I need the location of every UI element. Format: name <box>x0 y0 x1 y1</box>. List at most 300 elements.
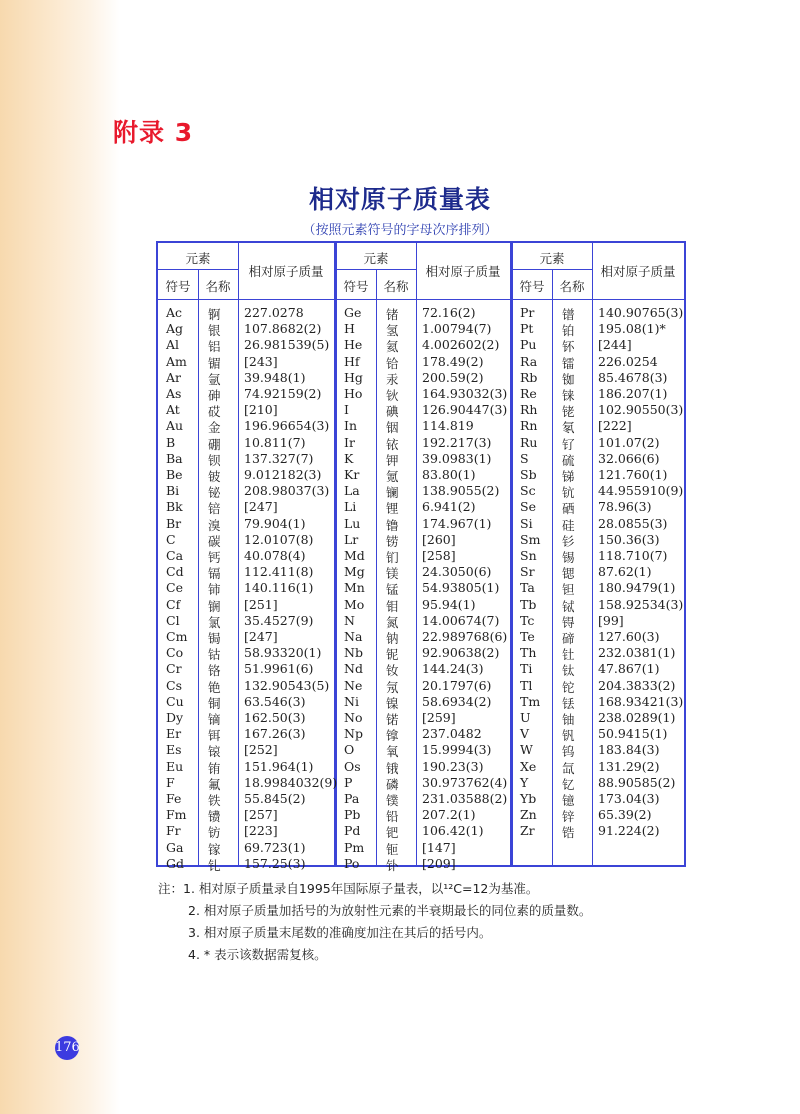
element-name: 铽 <box>562 598 575 614</box>
atomic-mass: 78.96(3) <box>598 499 652 515</box>
element-symbol: Nb <box>344 645 363 661</box>
element-name: 钾 <box>386 452 399 468</box>
header-rule <box>336 269 416 270</box>
atomic-mass: 22.989768(6) <box>422 629 508 644</box>
element-symbol: Pr <box>520 305 535 320</box>
atomic-mass: 95.94(1) <box>422 596 476 612</box>
element-symbol: Sn <box>520 548 537 563</box>
atomic-mass: 126.90447(3) <box>422 402 508 418</box>
element-symbol: P <box>344 774 353 790</box>
element-symbol: Ga <box>166 839 184 855</box>
element-symbol: Ge <box>344 305 362 320</box>
element-symbol: Eu <box>166 758 184 774</box>
table-divider <box>238 243 239 865</box>
atomic-mass: 26.981539(5) <box>244 337 330 353</box>
element-symbol: Er <box>166 726 182 742</box>
element-symbol: Os <box>344 758 361 774</box>
atomic-mass: 200.59(2) <box>422 369 484 385</box>
atomic-mass: 237.0482 <box>422 726 482 742</box>
element-symbol: Pm <box>344 839 365 855</box>
element-symbol: Cs <box>166 677 182 693</box>
element-symbol: Yb <box>520 791 537 806</box>
element-name: 铑 <box>562 404 575 420</box>
atomic-mass: 118.710(7) <box>598 548 668 563</box>
element-name: 铬 <box>208 663 221 679</box>
element-symbol: Cf <box>166 596 181 612</box>
atomic-mass: 204.3833(2) <box>598 677 676 693</box>
element-symbol: Ce <box>166 580 183 596</box>
element-name: 镍 <box>386 695 399 711</box>
header-element: 元素 <box>363 251 389 266</box>
appendix-label: 附录 3 <box>113 118 194 147</box>
element-symbol: Ho <box>344 386 363 401</box>
element-symbol: Na <box>344 629 363 644</box>
element-symbol: Ag <box>166 321 184 337</box>
element-symbol: Ba <box>166 450 183 466</box>
atomic-mass: 162.50(3) <box>244 710 306 725</box>
element-name: 钔 <box>386 550 399 565</box>
atomic-mass: 69.723(1) <box>244 839 306 855</box>
element-name: 砷 <box>208 388 221 403</box>
note-2: 2. 相对原子质量加括号的为放射性元素的半衰期最长的同位素的质量数。 <box>188 903 592 918</box>
element-name: 铥 <box>562 695 575 711</box>
element-symbol: Mn <box>344 580 365 596</box>
element-name: 铈 <box>208 582 221 598</box>
element-name: 铟 <box>386 420 399 436</box>
element-name: 锔 <box>208 631 221 646</box>
element-name: 镄 <box>208 809 221 825</box>
atomic-mass: 54.93805(1) <box>422 580 500 596</box>
element-name: 锂 <box>386 501 399 517</box>
element-symbol: Y <box>520 774 529 790</box>
element-name: 镤 <box>386 793 399 808</box>
atomic-mass: 121.760(1) <box>598 467 668 482</box>
element-symbol: H <box>344 321 355 337</box>
note-text: 1. 相对原子质量录自1995年国际原子量表，以¹²C=12为基准。 <box>183 881 539 896</box>
element-symbol: Fe <box>166 791 182 806</box>
element-symbol: Ar <box>166 369 182 385</box>
element-name: 硅 <box>562 517 575 533</box>
atomic-mass: 87.62(1) <box>598 564 652 580</box>
atomic-mass: 106.42(1) <box>422 823 484 839</box>
atomic-mass: [243] <box>244 353 278 369</box>
element-name: 钍 <box>562 647 575 663</box>
element-symbol: Te <box>520 629 535 644</box>
note-3: 3. 相对原子质量末尾数的准确度加注在其后的括号内。 <box>188 925 492 940</box>
atomic-mass: 238.0289(1) <box>598 710 676 725</box>
header-name: 名称 <box>559 279 585 294</box>
atomic-mass: 51.9961(6) <box>244 661 314 677</box>
element-name: 铝 <box>208 339 221 355</box>
element-symbol: U <box>520 710 531 725</box>
atomic-mass: 58.6934(2) <box>422 693 492 709</box>
atomic-mass: 107.8682(2) <box>244 321 322 337</box>
atomic-mass: 102.90550(3) <box>598 402 684 418</box>
header-mass: 相对原子质量 <box>248 264 324 279</box>
element-name: 钌 <box>562 436 575 452</box>
atomic-mass: 131.29(2) <box>598 758 660 774</box>
element-name: 碲 <box>562 631 575 646</box>
element-name: 锘 <box>386 712 399 727</box>
element-name: 铹 <box>386 533 399 549</box>
atomic-mass: [260] <box>422 531 456 547</box>
element-name: 镓 <box>208 841 221 857</box>
element-symbol: Cr <box>166 661 182 677</box>
element-symbol: As <box>166 386 182 401</box>
element-name: 氪 <box>386 469 399 484</box>
element-symbol: Bi <box>166 483 180 499</box>
atomic-mass: 47.867(1) <box>598 661 660 677</box>
element-symbol: Kr <box>344 467 360 482</box>
atomic-mass: 195.08(1)* <box>598 321 666 337</box>
element-symbol: Tb <box>520 596 537 612</box>
atomic-mass: 140.116(1) <box>244 580 314 596</box>
atomic-mass: 39.948(1) <box>244 369 306 385</box>
element-symbol: Cm <box>166 629 188 644</box>
element-symbol: Si <box>520 515 533 531</box>
element-symbol: Es <box>166 742 182 758</box>
element-name: 钠 <box>386 631 399 646</box>
element-name: 汞 <box>386 371 399 387</box>
element-name: 铼 <box>562 388 575 403</box>
atomic-mass: 91.224(2) <box>598 823 660 839</box>
element-name: 钴 <box>208 647 221 663</box>
atomic-mass: 14.00674(7) <box>422 612 500 628</box>
element-symbol: Fr <box>166 823 181 839</box>
atomic-mass: 1.00794(7) <box>422 321 492 337</box>
atomic-mass: 35.4527(9) <box>244 612 314 628</box>
element-symbol: I <box>344 402 349 418</box>
element-symbol: Bk <box>166 499 183 515</box>
atomic-mass: [259] <box>422 710 456 725</box>
element-name: 硼 <box>208 436 221 452</box>
element-symbol: Ra <box>520 353 538 369</box>
atomic-mass: [247] <box>244 629 278 644</box>
element-symbol: S <box>520 450 529 466</box>
header-name: 名称 <box>205 279 231 294</box>
element-name: 镅 <box>208 355 221 371</box>
element-symbol: Ru <box>520 434 538 450</box>
element-name: 铒 <box>208 728 221 744</box>
header-rule <box>158 299 334 300</box>
element-name: 镥 <box>386 517 399 533</box>
element-name: 钨 <box>562 744 575 760</box>
element-name: 铜 <box>208 695 221 711</box>
element-symbol: Ne <box>344 677 363 693</box>
element-symbol: Br <box>166 515 182 531</box>
element-symbol: Cu <box>166 693 184 709</box>
atomic-mass: 55.845(2) <box>244 791 306 806</box>
element-name: 磷 <box>386 776 399 792</box>
element-name: 钛 <box>562 663 575 679</box>
element-name: 砹 <box>208 404 221 420</box>
element-symbol: Np <box>344 726 363 742</box>
element-name: 镧 <box>386 485 399 501</box>
element-name: 氟 <box>208 776 221 792</box>
page-side-stripe <box>0 0 120 1114</box>
element-symbol: Pb <box>344 807 361 823</box>
header-element: 元素 <box>185 251 211 266</box>
table-divider <box>592 243 593 865</box>
atomic-mass: 20.1797(6) <box>422 677 492 693</box>
header-element: 元素 <box>539 251 565 266</box>
element-symbol: Dy <box>166 710 184 725</box>
element-name: 钯 <box>386 825 399 841</box>
atomic-mass: 15.9994(3) <box>422 742 492 758</box>
note-1 <box>158 878 591 900</box>
element-symbol: Cd <box>166 564 184 580</box>
element-symbol: Xe <box>520 758 537 774</box>
element-symbol: Zn <box>520 807 537 823</box>
header-symbol: 符号 <box>343 279 369 294</box>
atomic-mass: 114.819 <box>422 418 474 434</box>
table-divider <box>416 243 417 865</box>
atomic-mass: 74.92159(2) <box>244 386 322 401</box>
element-name: 铪 <box>386 355 399 371</box>
element-name: 钷 <box>386 841 399 857</box>
element-name: 氧 <box>386 744 399 760</box>
atomic-mass: 173.04(3) <box>598 791 660 806</box>
element-symbol: F <box>166 774 175 790</box>
atomic-mass: 44.955910(9) <box>598 483 684 499</box>
element-name: 镎 <box>386 728 399 744</box>
element-symbol: Ni <box>344 693 359 709</box>
atomic-mass: 174.967(1) <box>422 515 492 531</box>
header-symbol: 符号 <box>519 279 545 294</box>
element-name: 钋 <box>386 857 399 873</box>
element-symbol: In <box>344 418 357 434</box>
element-symbol: Am <box>166 353 187 369</box>
element-symbol: Ta <box>520 580 535 596</box>
atomic-mass: 65.39(2) <box>598 807 652 823</box>
element-symbol: Cl <box>166 612 180 628</box>
atomic-mass: 180.9479(1) <box>598 580 676 596</box>
element-symbol: Th <box>520 645 537 661</box>
element-name: 铁 <box>208 793 221 808</box>
atomic-mass: 226.0254 <box>598 353 658 369</box>
atomic-mass: 157.25(3) <box>244 855 306 871</box>
element-symbol: Co <box>166 645 184 661</box>
element-symbol: N <box>344 612 355 628</box>
element-name: 碳 <box>208 533 221 549</box>
element-name: 钐 <box>562 533 575 549</box>
element-symbol: Zr <box>520 823 535 839</box>
element-symbol: W <box>520 742 533 758</box>
atomic-mass: 6.941(2) <box>422 499 476 515</box>
element-symbol: Rh <box>520 402 538 418</box>
atomic-mass: 208.98037(3) <box>244 483 330 499</box>
element-symbol: Pu <box>520 337 537 353</box>
element-name: 镱 <box>562 793 575 808</box>
atomic-mass: 167.26(3) <box>244 726 306 742</box>
atomic-mass: [222] <box>598 418 632 434</box>
note-4: 4. * 表示该数据需复核。 <box>188 947 327 962</box>
atomic-mass: [147] <box>422 839 456 855</box>
element-name: 氮 <box>386 614 399 630</box>
atomic-mass: 101.07(2) <box>598 434 660 450</box>
element-name: 氢 <box>386 323 399 339</box>
page-number-badge: 176 <box>55 1036 79 1060</box>
atomic-mass: 196.96654(3) <box>244 418 330 434</box>
atomic-mass: 39.0983(1) <box>422 450 492 466</box>
element-name: 氯 <box>208 614 221 630</box>
element-symbol: Fm <box>166 807 187 823</box>
element-symbol: Al <box>166 337 180 353</box>
element-symbol: Gd <box>166 855 184 871</box>
atomic-mass: 28.0855(3) <box>598 515 668 531</box>
atomic-mass: 9.012182(3) <box>244 467 322 482</box>
atomic-mass: [251] <box>244 596 278 612</box>
atomic-mass: [252] <box>244 742 278 758</box>
element-name: 锡 <box>562 550 575 565</box>
element-symbol: Sr <box>520 564 535 580</box>
table-divider <box>552 269 553 865</box>
element-name: 锰 <box>386 582 399 598</box>
header-rule <box>158 269 238 270</box>
element-symbol: Tc <box>520 612 535 628</box>
element-symbol: Sc <box>520 483 536 499</box>
atomic-mass: 32.066(6) <box>598 450 660 466</box>
element-name: 铍 <box>208 469 221 484</box>
element-name: 钡 <box>208 452 221 468</box>
element-symbol: Ir <box>344 434 355 450</box>
atomic-mass: 137.327(7) <box>244 450 314 466</box>
element-symbol: Po <box>344 855 360 871</box>
element-symbol: Ca <box>166 548 184 563</box>
header-mass: 相对原子质量 <box>600 264 676 279</box>
atomic-mass: [247] <box>244 499 278 515</box>
table-divider <box>334 243 337 865</box>
element-symbol: At <box>166 402 180 418</box>
atomic-mass: 63.546(3) <box>244 693 306 709</box>
element-symbol: La <box>344 483 360 499</box>
atomic-mass: 24.3050(6) <box>422 564 492 580</box>
element-name: 钪 <box>562 485 575 501</box>
element-symbol: O <box>344 742 355 758</box>
element-symbol: Sm <box>520 531 541 547</box>
element-name: 钬 <box>386 388 399 403</box>
atomic-mass: 140.90765(3) <box>598 305 684 320</box>
atomic-mass-table <box>156 241 686 873</box>
atomic-mass: 150.36(3) <box>598 531 660 547</box>
element-name: 镭 <box>562 355 575 371</box>
element-symbol: Lu <box>344 515 361 531</box>
atomic-mass: 12.0107(8) <box>244 531 314 547</box>
atomic-mass: 158.92534(3) <box>598 596 684 612</box>
element-name: 锇 <box>386 760 399 776</box>
atomic-mass: 227.0278 <box>244 305 304 320</box>
page-title: 相对原子质量表 <box>308 185 491 214</box>
element-symbol: Re <box>520 386 537 401</box>
atomic-mass: 151.964(1) <box>244 758 314 774</box>
element-symbol: Pd <box>344 823 361 839</box>
element-name: 锆 <box>562 825 575 841</box>
table-divider <box>376 269 377 865</box>
header-rule <box>512 269 592 270</box>
element-name: 锌 <box>562 809 575 825</box>
atomic-mass: 178.49(2) <box>422 353 484 369</box>
element-name: 氡 <box>562 420 575 436</box>
element-symbol: Hf <box>344 353 360 369</box>
element-symbol: No <box>344 710 363 725</box>
atomic-mass: 50.9415(1) <box>598 726 668 742</box>
header-name: 名称 <box>383 279 409 294</box>
element-name: 钇 <box>562 776 575 792</box>
element-symbol: Se <box>520 499 536 515</box>
atomic-mass: 232.0381(1) <box>598 645 676 661</box>
atomic-mass: 18.9984032(9) <box>244 774 338 790</box>
element-symbol: Be <box>166 467 183 482</box>
element-symbol: Pa <box>344 791 360 806</box>
atomic-mass: [257] <box>244 807 278 823</box>
atomic-mass: 83.80(1) <box>422 467 476 482</box>
element-symbol: Au <box>166 418 184 434</box>
page-subtitle: （按照元素符号的字母次序排列） <box>302 223 498 238</box>
element-symbol: Rb <box>520 369 538 385</box>
element-name: 锫 <box>208 501 221 517</box>
element-symbol: Tm <box>520 693 541 709</box>
element-name: 钼 <box>386 598 399 614</box>
element-symbol: Hg <box>344 369 363 385</box>
atomic-mass: 168.93421(3) <box>598 693 684 709</box>
element-name: 镉 <box>208 566 221 582</box>
notes <box>158 878 591 966</box>
element-symbol: Pt <box>520 321 534 337</box>
element-name: 锗 <box>386 307 399 322</box>
element-name: 氖 <box>386 679 399 695</box>
element-name: 铅 <box>386 809 399 825</box>
element-symbol: Ac <box>166 305 183 320</box>
element-name: 氩 <box>208 371 221 387</box>
element-symbol: Md <box>344 548 365 563</box>
atomic-mass: 186.207(1) <box>598 386 668 401</box>
element-symbol: B <box>166 434 176 450</box>
table-divider <box>198 269 199 865</box>
element-symbol: He <box>344 337 363 353</box>
atomic-mass: 144.24(3) <box>422 661 484 677</box>
element-name: 镨 <box>562 307 575 322</box>
element-symbol: Rn <box>520 418 538 434</box>
atomic-mass: 85.4678(3) <box>598 369 668 385</box>
element-name: 铌 <box>386 647 399 663</box>
element-name: 铋 <box>208 485 221 501</box>
element-name: 钽 <box>562 582 575 598</box>
element-name: 金 <box>208 420 221 436</box>
element-symbol: Mg <box>344 564 365 580</box>
element-name: 钒 <box>562 728 575 744</box>
element-name: 氦 <box>386 339 399 355</box>
element-symbol: Nd <box>344 661 363 677</box>
atomic-mass: 4.002602(2) <box>422 337 500 353</box>
atomic-mass: [223] <box>244 823 278 839</box>
atomic-mass: 192.217(3) <box>422 434 492 450</box>
atomic-mass: 88.90585(2) <box>598 774 676 790</box>
element-symbol: K <box>344 450 354 466</box>
atomic-mass: [210] <box>244 402 278 418</box>
atomic-mass: 30.973762(4) <box>422 774 508 790</box>
atomic-mass: 58.93320(1) <box>244 645 322 661</box>
atomic-mass: [258] <box>422 548 456 563</box>
element-symbol: Ti <box>520 661 533 677</box>
atomic-mass: 72.16(2) <box>422 305 476 320</box>
atomic-mass: 207.2(1) <box>422 807 476 823</box>
atomic-mass: 79.904(1) <box>244 515 306 531</box>
element-symbol: C <box>166 531 176 547</box>
element-name: 铷 <box>562 371 575 387</box>
atomic-mass: 40.078(4) <box>244 548 306 563</box>
element-name: 铊 <box>562 679 575 695</box>
atomic-mass: 183.84(3) <box>598 742 660 758</box>
